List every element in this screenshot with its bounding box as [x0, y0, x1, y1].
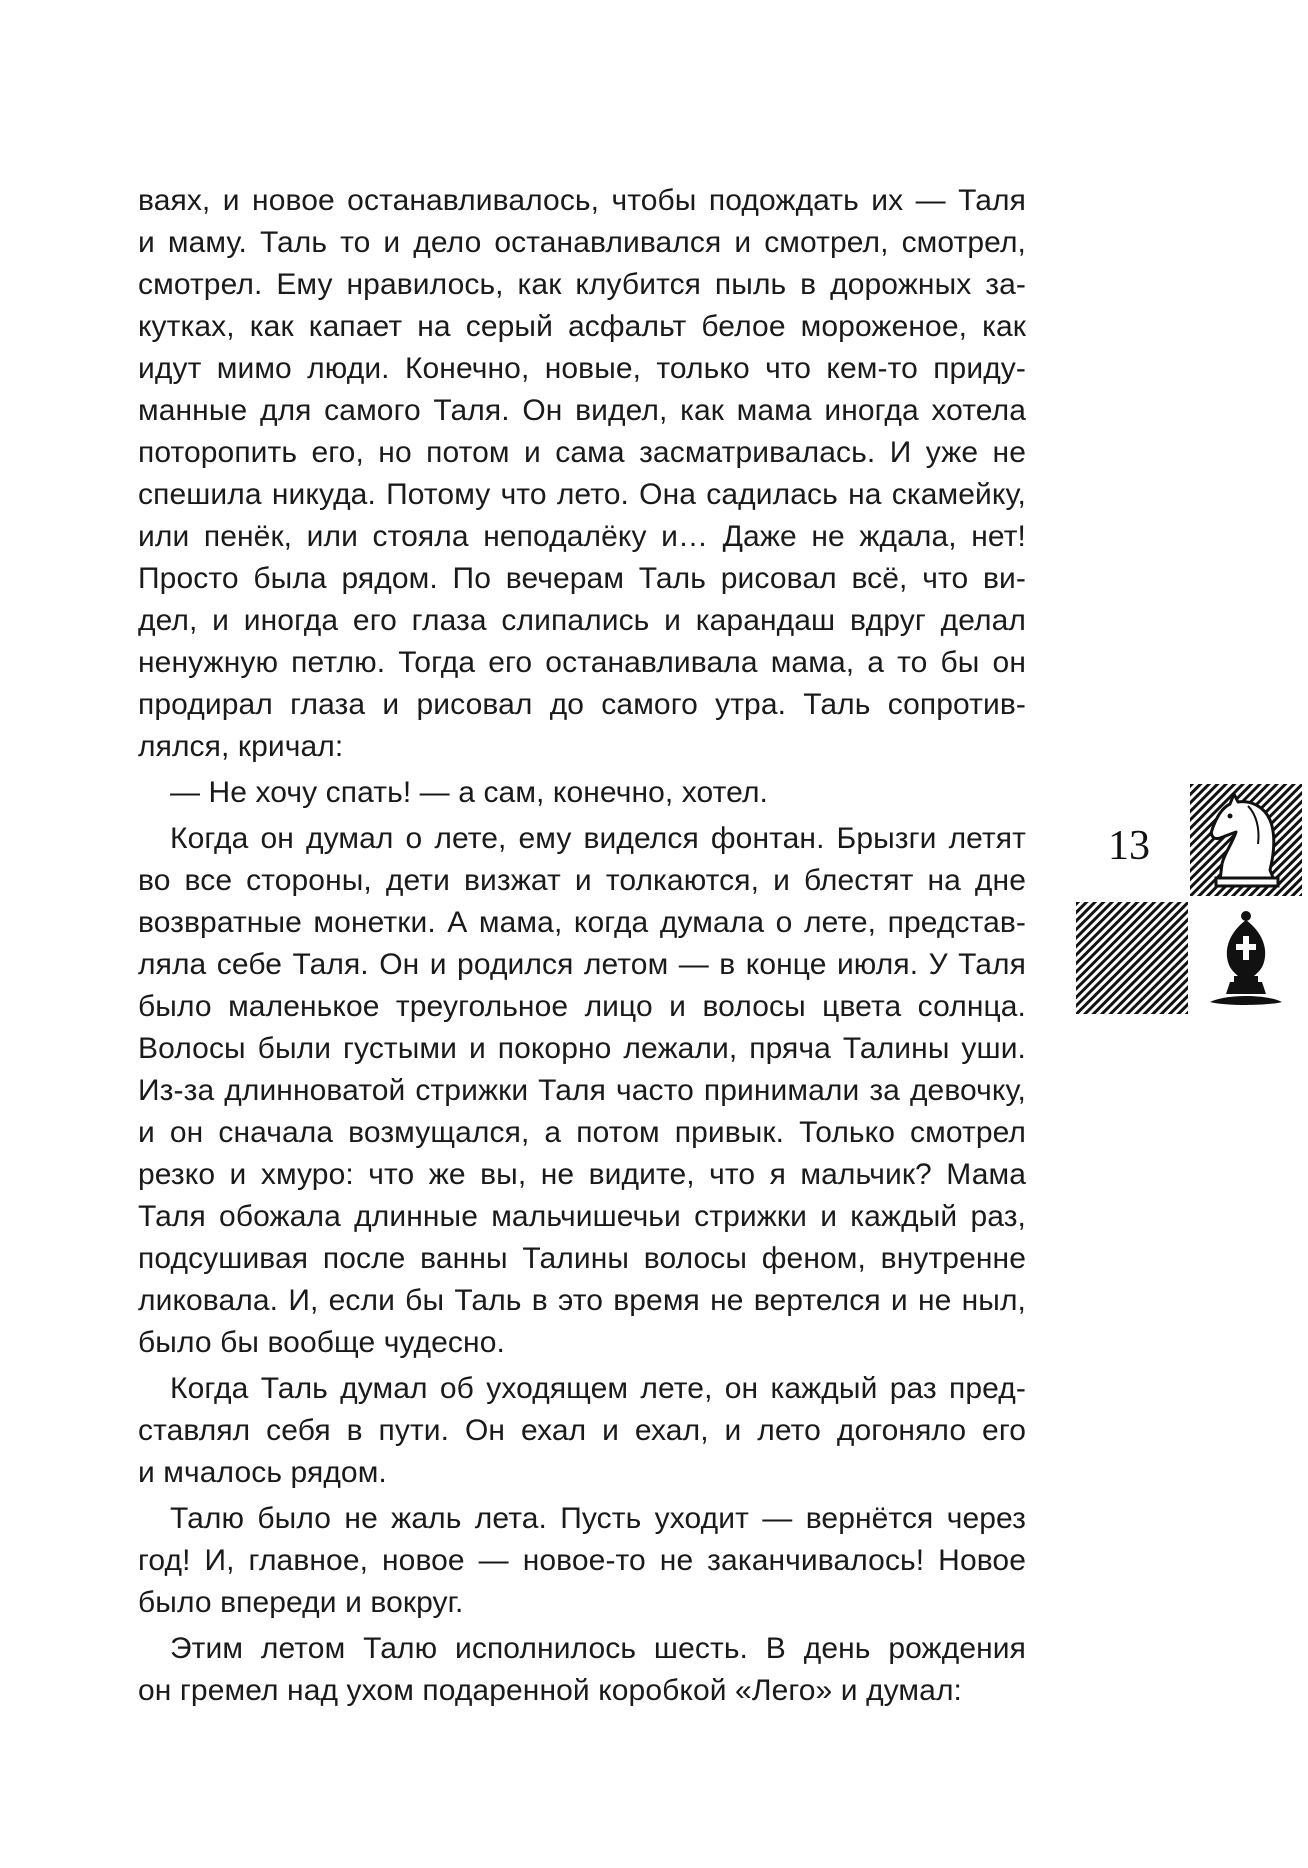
text-line: резко и хмуро: что же вы, не видите, что я мальчик? Мама [138, 1158, 1026, 1191]
text-line: продирал глаза и рисовал до самого утра. Таль сопротив- [138, 688, 1026, 721]
text-line: было бы вообще чудесно. [138, 1326, 505, 1359]
text-line: Таля обожала длинные мальчишечьи стрижки и каждый раз, [138, 1200, 1026, 1233]
body-text [138, 180, 1026, 1712]
text-line: было маленькое треугольное лицо и волосы цвета солнца. [138, 990, 1026, 1023]
hatched-square-icon [1076, 902, 1188, 1014]
text-line: спешила никуда. Потому что лето. Она садилась на скамейку, [138, 478, 1026, 511]
text-line: смотрел. Ему нравилось, как клубится пыль в дорожных за- [138, 268, 1026, 301]
text-line: Волосы были густыми и покорно лежали, пряча Талины уши. [138, 1032, 1026, 1065]
text-line: ненужную петлю. Тогда его останавливала мама, а то бы он [138, 646, 1026, 679]
text-line: кутках, как капает на серый асфальт белое мороженое, как [138, 310, 1026, 343]
text-line: и мчалось рядом. [138, 1456, 387, 1489]
text-line: и он сначала возмущался, а потом привык. Только смотрел [138, 1116, 1026, 1149]
text-line: или пенёк, или стояла неподалёку и… Даже не ждала, нет! [138, 520, 1026, 553]
text-line: и маму. Таль то и дело останавливался и смотрел, смотрел, [138, 226, 1026, 259]
chess-bishop-icon [1190, 902, 1302, 1014]
text-line: Просто была рядом. По вечерам Таль рисовал всё, что ви- [138, 562, 1026, 595]
text-line: возвратные монетки. А мама, когда думала о лете, представ- [138, 906, 1026, 939]
text-line: подсушивая после ванны Талины волосы феном, внутренне [138, 1242, 1026, 1275]
text-line: ликовала. И, если бы Таль в это время не вертелся и не ныл, [138, 1284, 1026, 1317]
text-line: Из-за длинноватой стрижки Таля часто принимали за девочку, [138, 1074, 1026, 1107]
text-line: было впереди и вокруг. [138, 1586, 464, 1619]
text-line: во все стороны, дети визжат и толкаются, и блестят на дне [138, 864, 1026, 897]
text-line: ваях, и новое останавливалось, чтобы подождать их — Таля [138, 184, 1026, 217]
text-line: год! И, главное, новое — новое-то не заканчивалось! Новое [138, 1544, 1026, 1577]
text-line: поторопить его, но потом и сама засматривалась. И уже не [138, 436, 1026, 469]
text-line: ляла себе Таля. Он и родился летом — в конце июля. У Таля [138, 948, 1026, 981]
text-line: дел, и иногда его глаза слипались и карандаш вдруг делал [138, 604, 1026, 637]
text-line: он гремел над ухом подаренной коробкой «Лего» и думал: [138, 1674, 962, 1707]
chess-knight-icon [1190, 784, 1302, 896]
text-line: Талю было не жаль лета. Пусть уходит — вернётся через [170, 1502, 1026, 1535]
text-line: Когда Таль думал об уходящем лете, он каждый раз пред- [170, 1372, 1026, 1405]
chess-decoration [1070, 784, 1308, 1024]
text-line: Этим летом Талю исполнилось шесть. В день рождения [170, 1632, 1026, 1665]
text-line: идут мимо люди. Конечно, новые, только что кем-то приду- [138, 352, 1026, 385]
text-line: — Не хочу спать! — а сам, конечно, хотел. [170, 776, 768, 809]
text-line: манные для самого Таля. Он видел, как мама иногда хотела [138, 394, 1026, 427]
text-line: Когда он думал о лете, ему виделся фонтан. Брызги летят [170, 822, 1026, 855]
text-line: лялся, кричал: [138, 730, 344, 763]
page-number: 13 [1108, 823, 1150, 869]
text-line: ставлял себя в пути. Он ехал и ехал, и лето догоняло его [138, 1414, 1026, 1447]
